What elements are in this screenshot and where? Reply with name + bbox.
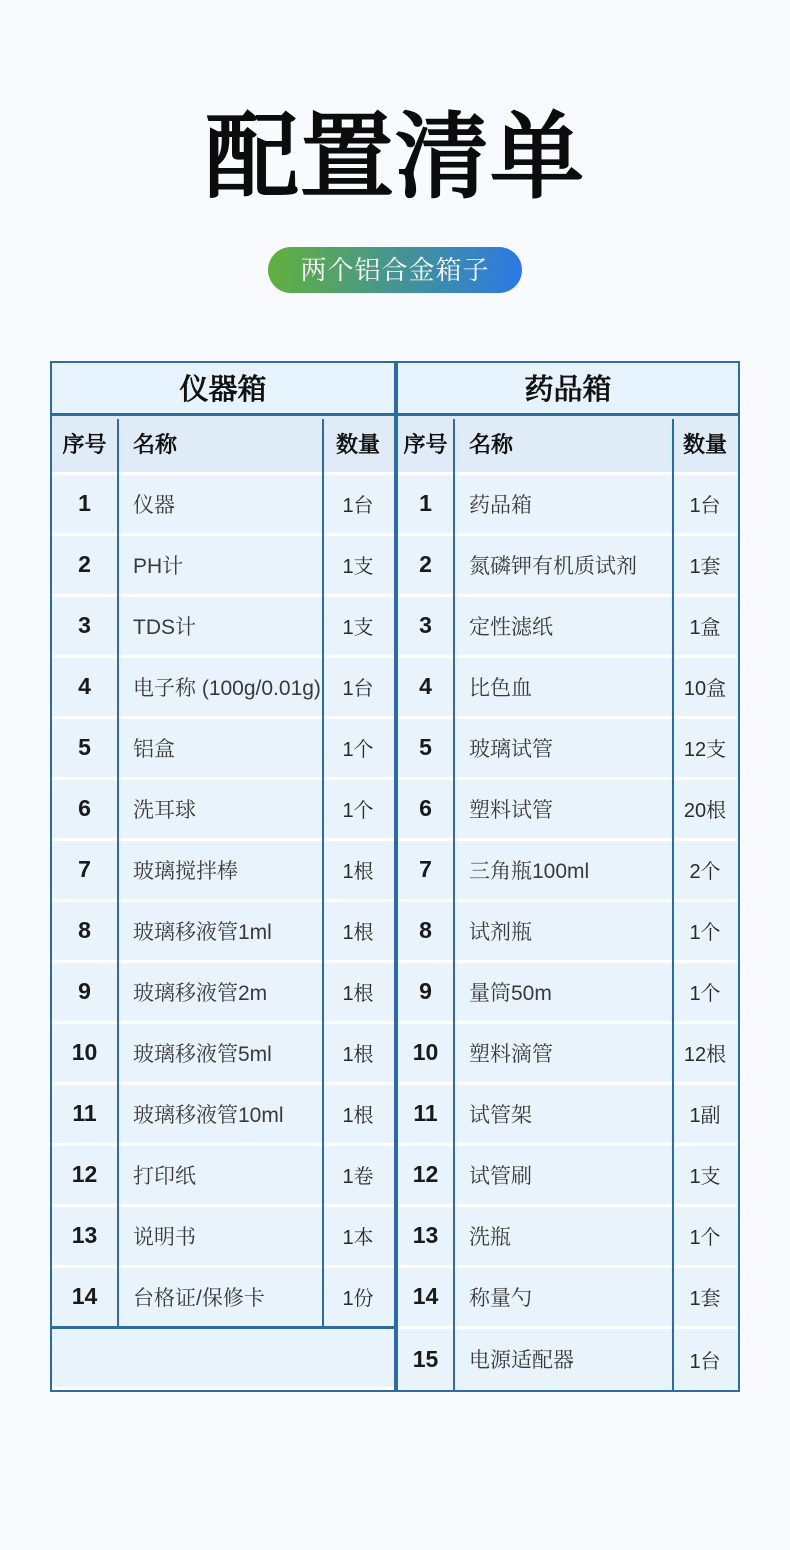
item-qty-cell: 1套: [689, 556, 721, 579]
row-number-cell: 10: [412, 1039, 439, 1066]
item-name-cell: 玻璃试管: [469, 737, 553, 761]
row-number-cell: 2: [78, 551, 91, 578]
item-qty-cell: 10盒: [683, 678, 727, 701]
column-header-name: 名称: [133, 432, 178, 458]
item-name-cell: 说明书: [133, 1225, 196, 1249]
table-row: [398, 597, 738, 655]
row-number-cell: 4: [78, 673, 91, 700]
table-row: [52, 902, 394, 960]
row-number-cell: 14: [71, 1283, 98, 1310]
item-qty-cell: 1个: [342, 800, 374, 823]
item-name-cell: 定性滤纸: [469, 615, 553, 639]
column-divider-line: [117, 419, 119, 1329]
column-header-name: 名称: [469, 432, 514, 458]
table-row: [52, 1085, 394, 1143]
item-qty-cell: 1支: [342, 617, 374, 640]
row-number-cell: 1: [419, 490, 432, 517]
table-row: [398, 658, 738, 716]
row-number-cell: 6: [78, 795, 91, 822]
row-number-cell: 8: [419, 917, 432, 944]
item-name-cell: 台格证/保修卡: [133, 1286, 265, 1310]
row-number-cell: 7: [78, 856, 91, 883]
column-header-qty: 数量: [335, 432, 380, 458]
instrument-table: [50, 361, 396, 1392]
item-qty-cell: 1个: [689, 983, 721, 1006]
row-number-cell: 13: [412, 1222, 439, 1249]
item-qty-cell: 1盒: [689, 617, 721, 640]
row-number-cell: 14: [412, 1283, 439, 1310]
item-qty-cell: 1根: [342, 861, 374, 884]
item-name-cell: 量筒50m: [469, 981, 552, 1005]
row-number-cell: 15: [412, 1345, 439, 1372]
item-name-cell: 比色血: [469, 676, 532, 700]
item-qty-cell: 20根: [683, 800, 727, 823]
table-row: [398, 475, 738, 533]
medicine-header-row: [398, 416, 738, 472]
item-name-cell: 洗耳球: [133, 798, 196, 822]
item-qty-cell: 1台: [689, 495, 721, 518]
row-number-cell: 3: [419, 612, 432, 639]
column-divider-line: [672, 419, 674, 1390]
item-name-cell: 玻璃移液管10ml: [133, 1103, 284, 1127]
column-header-qty: 数量: [682, 432, 727, 458]
item-name-cell: 药品箱: [469, 493, 532, 517]
table-row: [52, 719, 394, 777]
row-number-cell: 9: [78, 978, 91, 1005]
row-number-cell: 6: [419, 795, 432, 822]
instrument-header-row: [52, 416, 394, 472]
item-qty-cell: 1个: [342, 739, 374, 762]
table-row: [398, 719, 738, 777]
table-row: [52, 536, 394, 594]
column-divider-line: [453, 419, 455, 1390]
table-row: [52, 658, 394, 716]
page-title: 配置清单: [204, 102, 585, 212]
instrument-rows: [52, 475, 394, 1326]
row-number-cell: 8: [78, 917, 91, 944]
table-row: [398, 536, 738, 594]
item-qty-cell: 1个: [689, 1227, 721, 1250]
item-name-cell: 电子称 (100g/0.01g): [133, 676, 321, 700]
item-name-cell: 玻璃移液管2m: [133, 981, 268, 1005]
row-number-cell: 12: [71, 1161, 98, 1188]
table-row: [398, 1207, 738, 1265]
column-header-no: 序号: [403, 432, 448, 458]
column-header-no: 序号: [62, 432, 107, 458]
item-name-cell: 氮磷钾有机质试剂: [469, 554, 637, 578]
item-name-cell: 洗瓶: [469, 1225, 511, 1249]
table-row: [398, 780, 738, 838]
row-number-cell: 1: [78, 490, 91, 517]
table-row: [398, 1085, 738, 1143]
table-row: [52, 1207, 394, 1265]
row-number-cell: 9: [419, 978, 432, 1005]
item-qty-cell: 1个: [689, 922, 721, 945]
item-qty-cell: 1台: [342, 678, 374, 701]
item-qty-cell: 1根: [342, 1105, 374, 1128]
tables-container: [50, 361, 740, 1392]
item-qty-cell: 1根: [342, 922, 374, 945]
item-name-cell: 仪器: [133, 493, 175, 517]
item-qty-cell: 1根: [342, 1044, 374, 1067]
row-number-cell: 5: [419, 734, 432, 761]
item-qty-cell: 1台: [342, 495, 374, 518]
row-number-cell: 3: [78, 612, 91, 639]
item-name-cell: 试剂瓶: [469, 920, 532, 944]
item-name-cell: 试管刷: [469, 1164, 532, 1188]
table-row: [52, 963, 394, 1021]
item-name-cell: 试管架: [469, 1103, 532, 1127]
item-name-cell: 电源适配器: [469, 1349, 574, 1373]
item-name-cell: 称量勺: [469, 1286, 532, 1310]
item-name-cell: 塑料滴管: [469, 1042, 553, 1066]
table-row: [398, 1024, 738, 1082]
item-qty-cell: 1本: [342, 1227, 374, 1250]
table-row: [52, 475, 394, 533]
item-qty-cell: 1套: [689, 1288, 721, 1311]
table-row: [52, 1268, 394, 1326]
table-row: [52, 780, 394, 838]
table-row: [52, 597, 394, 655]
table-row: [52, 1024, 394, 1082]
item-name-cell: 塑料试管: [469, 798, 553, 822]
instrument-table-title: 仪器箱: [52, 363, 394, 413]
medicine-table-title: 药品箱: [398, 363, 738, 413]
row-number-cell: 4: [419, 673, 432, 700]
item-qty-cell: 1份: [342, 1288, 374, 1311]
empty-footer-cell: [52, 1329, 394, 1387]
item-name-cell: PH计: [133, 554, 184, 578]
table-row: [398, 1268, 738, 1326]
subtitle-badge: 两个铝合金箱子: [268, 247, 521, 293]
row-number-cell: 11: [72, 1100, 97, 1127]
item-name-cell: 三角瓶100ml: [469, 859, 590, 883]
medicine-table: [396, 361, 740, 1392]
table-row: [398, 1329, 738, 1390]
row-number-cell: 13: [71, 1222, 98, 1249]
row-number-cell: 10: [71, 1039, 98, 1066]
table-row: [52, 841, 394, 899]
item-qty-cell: 1支: [342, 556, 374, 579]
column-divider-line: [322, 419, 324, 1329]
item-qty-cell: 1卷: [342, 1166, 374, 1189]
table-row: [398, 841, 738, 899]
row-number-cell: 11: [413, 1100, 438, 1127]
item-qty-cell: 1支: [689, 1166, 721, 1189]
item-name-cell: TDS计: [133, 615, 196, 639]
table-row: [52, 1146, 394, 1204]
item-name-cell: 铝盒: [133, 737, 175, 761]
item-qty-cell: 1台: [689, 1350, 721, 1373]
item-name-cell: 玻璃搅拌棒: [133, 859, 238, 883]
subtitle-badge-wrap: [0, 247, 790, 293]
item-qty-cell: 1副: [689, 1105, 721, 1128]
row-number-cell: 2: [419, 551, 432, 578]
table-row: [398, 963, 738, 1021]
item-qty-cell: 1根: [342, 983, 374, 1006]
row-number-cell: 7: [419, 856, 432, 883]
row-number-cell: 12: [412, 1161, 439, 1188]
item-qty-cell: 12根: [683, 1044, 727, 1067]
item-qty-cell: 2个: [689, 861, 721, 884]
item-name-cell: 玻璃移液管1ml: [133, 920, 272, 944]
table-row: [398, 1146, 738, 1204]
item-name-cell: 玻璃移液管5ml: [133, 1042, 272, 1066]
row-number-cell: 5: [78, 734, 91, 761]
item-name-cell: 打印纸: [133, 1164, 196, 1188]
item-qty-cell: 12支: [683, 739, 727, 762]
table-row: [398, 902, 738, 960]
medicine-rows: [398, 475, 738, 1390]
